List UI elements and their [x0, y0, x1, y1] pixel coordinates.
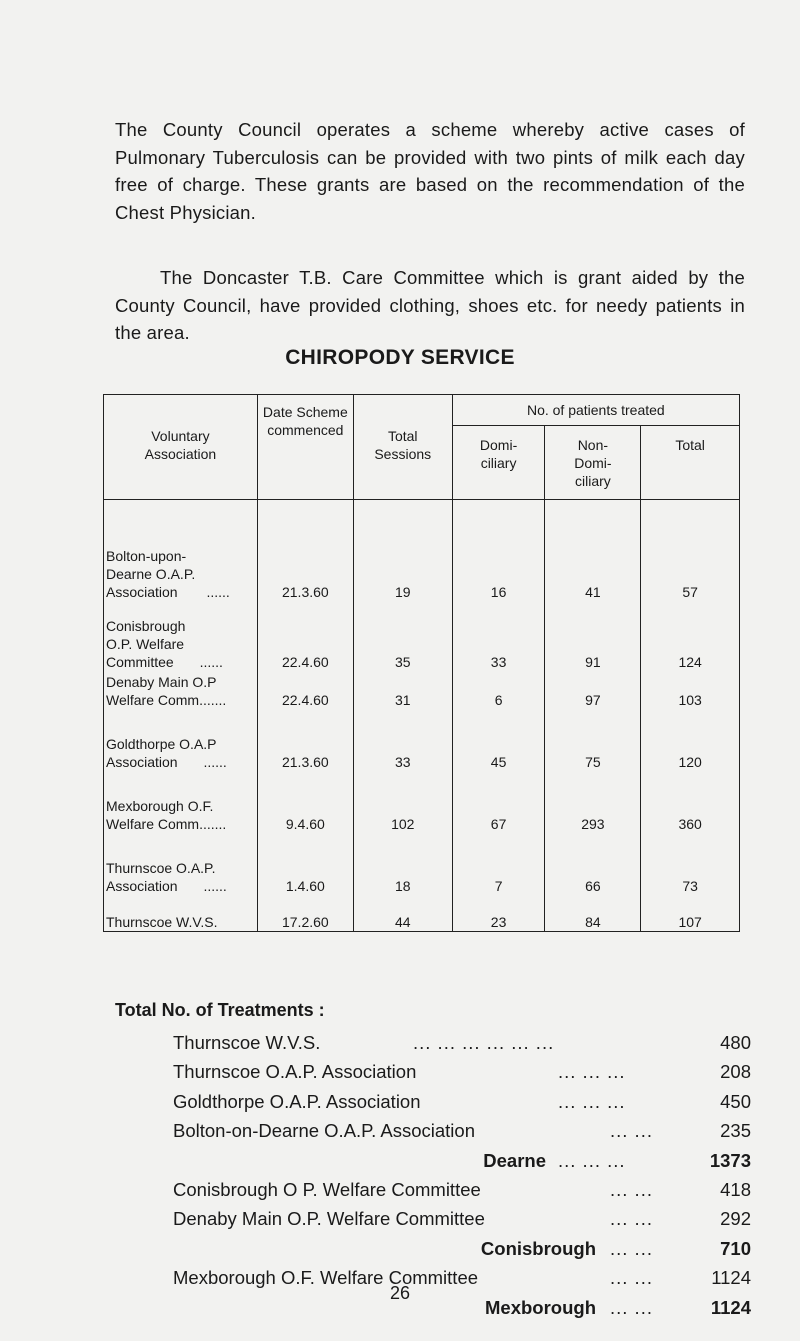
row-association: Conisbrough O.P. Welfare Committee ......: [104, 601, 258, 671]
header-date: Date Scheme commenced: [257, 395, 353, 500]
row-association: Bolton-upon- Dearne O.A.P. Association ......: [104, 500, 258, 602]
row-domiciliary: 7: [452, 833, 545, 895]
row-association: Mexborough O.F. Welfare Comm.......: [104, 771, 258, 833]
table-row: [104, 671, 740, 709]
row-date: 1.4.60: [257, 833, 353, 895]
item-label: Conisbrough O P. Welfare Committee: [173, 1178, 481, 1200]
subtotal-label: Mexborough: [485, 1296, 596, 1318]
item-label: Mexborough O.F. Welfare Committee: [173, 1267, 479, 1289]
row-sessions: 18: [353, 833, 452, 895]
table-row: [104, 771, 740, 833]
list-item: Thurnscoe W.V.S. ... ... ... ... ... ... 480: [173, 1032, 751, 1053]
row-sessions: 35: [353, 601, 452, 671]
list-item: Denaby Main O.P. Welfare Committee ... ... 292: [173, 1208, 751, 1230]
row-sessions: 44: [353, 895, 452, 932]
row-domiciliary: 45: [452, 709, 545, 771]
table-row: [104, 601, 740, 671]
subtotal-value: 1124: [710, 1296, 751, 1318]
row-domiciliary: 16: [452, 500, 545, 602]
subtotal-label: Conisbrough: [480, 1237, 596, 1259]
row-date: 22.4.60: [257, 601, 353, 671]
row-total: 107: [641, 895, 740, 932]
header-total: Total: [641, 426, 740, 500]
row-domiciliary: 33: [452, 601, 545, 671]
page-number: 26: [389, 1283, 411, 1303]
table-row: [104, 895, 740, 932]
item-value: 292: [720, 1208, 751, 1230]
item-value: 235: [720, 1120, 751, 1142]
item-value: 418: [720, 1178, 751, 1200]
item-value: 480: [720, 1032, 751, 1053]
row-non-domiciliary: 91: [545, 601, 641, 671]
paragraph-milk-scheme: The County Council operates a scheme whereby active cases of Pulmonary Tuberculosis can be provided with two pints of milk each day free of charge. These grants are based on the recommendation of the Chest Physician.: [115, 119, 745, 223]
row-total: 124: [641, 601, 740, 671]
row-total: 73: [641, 833, 740, 895]
list-item: Dearne ... ... ... 1373: [483, 1149, 751, 1171]
row-sessions: 33: [353, 709, 452, 771]
row-non-domiciliary: 66: [545, 833, 641, 895]
row-date: 22.4.60: [257, 671, 353, 709]
row-date: 21.3.60: [257, 709, 353, 771]
row-association: Goldthorpe O.A.P Association ......: [104, 709, 258, 771]
table-row: [104, 500, 740, 602]
item-label: Thurnscoe O.A.P. Association: [173, 1061, 417, 1083]
row-total: 57: [641, 500, 740, 602]
row-total: 103: [641, 671, 740, 709]
item-label: Denaby Main O.P. Welfare Committee: [173, 1208, 485, 1230]
item-value: 450: [720, 1090, 751, 1112]
paragraph-care-committee: The Doncaster T.B. Care Committee which is grant aided by the County Council, have provided clothing, shoes etc. for needy patients in the area.: [115, 267, 745, 343]
row-association: Denaby Main O.P Welfare Comm.......: [104, 671, 258, 709]
list-item: Mexborough O.F. Welfare Committee ... ... 1124: [173, 1267, 751, 1289]
row-date: 9.4.60: [257, 771, 353, 833]
row-non-domiciliary: 97: [545, 671, 641, 709]
list-item: Conisbrough ... ... 710: [480, 1237, 751, 1259]
table-row: [104, 833, 740, 895]
subtotal-label: Dearne: [483, 1149, 546, 1171]
row-domiciliary: 23: [452, 895, 545, 932]
header-non-domiciliary: Non- Domi- ciliary: [545, 426, 641, 500]
totals-title: Total No. of Treatments :: [115, 1000, 325, 1020]
table-row: [104, 709, 740, 771]
header-sessions: Total Sessions: [353, 395, 452, 500]
chiropody-table: [103, 394, 740, 932]
row-domiciliary: 67: [452, 771, 545, 833]
header-association: Voluntary Association: [104, 395, 258, 500]
row-total: 360: [641, 771, 740, 833]
item-label: Goldthorpe O.A.P. Association: [173, 1090, 421, 1112]
row-non-domiciliary: 84: [545, 895, 641, 932]
section-heading: CHIROPODY SERVICE: [285, 346, 515, 369]
row-non-domiciliary: 293: [545, 771, 641, 833]
item-value: 208: [720, 1061, 751, 1083]
list-item: Bolton-on-Dearne O.A.P. Association ... ... 235: [173, 1120, 751, 1142]
row-sessions: 19: [353, 500, 452, 602]
row-association: Thurnscoe W.V.S.: [104, 895, 258, 932]
list-item: Conisbrough O P. Welfare Committee ... ... 418: [173, 1178, 751, 1200]
item-label: Bolton-on-Dearne O.A.P. Association: [173, 1120, 475, 1142]
list-item: Goldthorpe O.A.P. Association ... ... ... 450: [173, 1090, 751, 1112]
header-domiciliary: Domi- ciliary: [452, 426, 545, 500]
row-non-domiciliary: 75: [545, 709, 641, 771]
totals-list: [173, 1030, 751, 1324]
row-non-domiciliary: 41: [545, 500, 641, 602]
list-item: Thurnscoe O.A.P. Association ... ... ... 208: [173, 1061, 751, 1083]
item-value: 1124: [711, 1267, 751, 1289]
item-label: Thurnscoe W.V.S.: [173, 1032, 321, 1053]
header-patients-treated: No. of patients treated: [452, 395, 739, 426]
subtotal-value: 710: [720, 1237, 751, 1259]
row-association: Thurnscoe O.A.P. Association ......: [104, 833, 258, 895]
row-sessions: 102: [353, 771, 452, 833]
row-date: 17.2.60: [257, 895, 353, 932]
row-sessions: 31: [353, 671, 452, 709]
row-domiciliary: 6: [452, 671, 545, 709]
subtotal-value: 1373: [709, 1149, 751, 1171]
list-item: Mexborough ... ... 1124: [485, 1296, 751, 1318]
row-total: 120: [641, 709, 740, 771]
row-date: 21.3.60: [257, 500, 353, 602]
